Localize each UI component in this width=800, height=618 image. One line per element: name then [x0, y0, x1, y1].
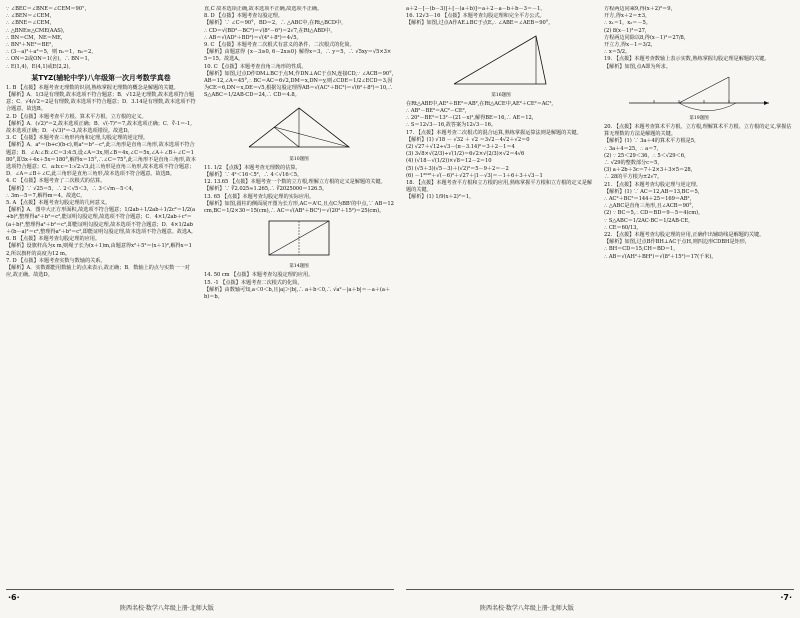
text-line: 6. B 【点拨】本题考查勾股定理的应用。 — [6, 236, 101, 243]
figure-q19 — [604, 73, 794, 122]
text-line: 【解析】(1) ∵ 3a＋4的算术平方根是5， — [604, 138, 700, 145]
triangle-height-icon — [446, 30, 556, 90]
text-line: ∴ S＝12√3－16,故答案为12√3－16。 — [406, 122, 497, 129]
text-line: 2. D 【点拨】本题考查平方根、算术平方根、立方根的定义。 — [6, 113, 147, 120]
number-line-icon — [624, 73, 774, 113]
text-line: ∴ x＝5/2。 — [604, 49, 631, 56]
text-line: ∴ △ABC是直角三角形,且∠ACB＝90°， — [604, 203, 697, 210]
text-line: 5. A 【点拨】本题考查勾股定理的几何意义。 — [6, 200, 111, 207]
text-line: 【解析】A．1/3是有理数,故本选项不符合题意；B．√12是无理数,故本选项符合题意；C．√4/√2＝2是有理数,故本选项不符合题意；D．3.14是有理数,故本选项不符合题意。故选B。 — [6, 92, 196, 113]
text-line: 3. C 【点拨】本题考查三角形内角和定理,勾股定理的逆定理。 — [6, 135, 149, 142]
text-line: ∴ AC²＋BC²＝144＋25＝169＝AB²， — [604, 196, 695, 203]
text-line: ∴ 20²－BE²＝13²－(21－x)²,解得BE＝16,∴ AE＝12, — [406, 115, 534, 122]
text-line: ∵ S△ABC＝1/2AC·BC＝1/2AB·CE， — [604, 217, 694, 224]
text-line: 【解析】(1) ∵ AC＝12,AB＝13,BC＝5， — [604, 188, 703, 195]
text-line: 【解析】∵ ∛2.025≈1.265,∴ ∛2025000＝126.5。 — [204, 186, 328, 193]
text-line: 【解析】如图,过点B作BH⊥AC于点H,则四边形CDBH是矩形， — [604, 239, 750, 246]
right-column-1 — [406, 6, 596, 586]
text-line: 【解析】A．a²＝(b+c)(b-c),则a²＝b²－c²,此三角形是直角三角形,故本选项不符合题意；B．∠A:∠B:∠C＝3:4:5,设∠A＝3x,则∠B＝4x,∠C＝5x,∠A＋∠B＋∠C＝180°,即3x＋4x＋5x＝180°,解得x＝15°,∴∠C＝75°,此三角形不是直角三角形,故本选项符合题意；C．a:b:c＝1:√2:√3,此三角形是直角三角形,故本选项不符合题意；D．∠A＝∠B＋∠C,此三角形是直角三角形,故本选项不符合题意。故选B。 — [6, 142, 196, 178]
text-line: 16. 12√3－16 【点拨】本题考查勾股定理和完全平方公式。 — [406, 13, 545, 20]
text-line: ∵ ∠BEC＝∠BNE＝∠CEM＝90°， — [6, 6, 90, 12]
text-line: 【解析】如图,点A即为所求。 — [604, 63, 671, 70]
section-title: 某TYZ(辅轮中学)八年级第一次月考数学真卷 — [31, 73, 171, 82]
text-line: (2) 8(x－1)³＝27， — [604, 27, 651, 34]
text-line: (3) a＋2b＋3c＝7＋2×3＋3×5＝28， — [604, 167, 696, 174]
text-line: 7. D 【点拨】本题考查实数与数轴的关系。 — [6, 257, 106, 264]
text-line: ∴ √29的整数部分c＝5， — [604, 160, 663, 167]
footer-rule — [406, 589, 794, 590]
text-line: ∴ x₁＝1，x₂＝－5。 — [604, 20, 651, 27]
text-line: 21. 【点拨】本题考查勾股定理与逆定理。 — [604, 181, 702, 188]
text-line: (2) ∵ 25＜29＜36，∴ 5＜√29＜6， — [604, 152, 690, 159]
text-line: 11. 1/2 【点拨】本题考查无理数的估算。 — [204, 164, 301, 171]
text-line: ∴ BH＝CD＝15,CH＝BD＝1， — [604, 246, 679, 253]
text-line: 9. C 【点拨】本题考查二次根式有意义的条件、二次根式的化简。 — [204, 42, 355, 49]
page-number: ·6· — [8, 593, 20, 602]
text-line: ∴ ∠BNE＝∠CEM， — [6, 20, 55, 27]
text-line: (3) 3√8×√(2/3)÷√(1/2)＝6√2×√(2/3)×√2＝4√6 — [406, 151, 525, 158]
figure-caption: 第19题图 — [689, 116, 709, 122]
text-line: ∴ AB＝√(AD²＋BD²)＝√(4²＋8²)＝4√5。 — [204, 34, 302, 41]
text-line: ∴ E(1,4)，E(4,1)或E(2,2)。 — [6, 63, 74, 70]
text-line: 17. 【点拨】本题考查二次根式的混合运算,熟练掌握运算法则是解题的关键。 — [406, 129, 582, 136]
text-line: 【解析】∵ ∠C＝90°，BD＝2，∴ △ABC中,在Rt△BCD中， — [204, 20, 347, 27]
text-line: 14. 50 cm 【点拨】本题考查勾股定理的应用。 — [204, 272, 314, 279]
text-line: 方程两边同乘9,得(x＋2)²＝9， — [604, 6, 676, 12]
text-line: (4) (√18－√(1/2))×√8＝12－2＝10 — [406, 158, 492, 165]
text-line: 4. C 【点拨】本题考查了二次根式的估算。 — [6, 178, 106, 185]
text-line: 【解析】由数轴可知,a＜0＜b,且|a|＞|b|,∴ a＋b＜0,∴ √a²－|a＋b|＝－a＋(a＋b)＝b。 — [204, 286, 391, 301]
figure-caption: 第14题图 — [289, 264, 309, 270]
text-line: 【解析】∵ 4²＜16＜5²，∴ 4＜√16＜5。 — [204, 172, 303, 179]
figure-q10 — [204, 102, 394, 163]
text-line: 1. B 【点拨】本题考查无理数的识别,熟练掌握无理数的概念是解题的关键。 — [6, 84, 179, 91]
text-line: ∴ ON＝2或ON＝1(舍)，∴ BN＝1， — [6, 56, 93, 63]
figure-caption: 第16题图 — [491, 92, 511, 98]
left-column-1 — [6, 6, 196, 586]
text-line: ∴ 3m－5＝7,解得m＝4。故选C。 — [6, 192, 86, 199]
text-line: 18. 【点拨】本题考查平方根和立方根的应用,熟练掌握平方根和立方根的定义是解题的关键。 — [406, 180, 592, 194]
text-line: 19. 【点拨】本题考查数轴上表示实数,熟练掌握勾股定理是解题的关键。 — [604, 56, 770, 63]
text-line: 8. D 【点拨】本题考查勾股定理。 — [204, 13, 283, 20]
figure-q16 — [406, 30, 596, 99]
figure-caption: 第10题图 — [289, 156, 309, 162]
page-number: ·7· — [780, 593, 792, 602]
text-line: 10. C 【点拨】本题考查直角三角形的性质。 — [204, 63, 307, 70]
text-line: 【解析】A．实数都能用数轴上的点来表示,故正确；B．数轴上的点与实数一一对应,故正确。故选D。 — [6, 264, 190, 279]
text-line: (6) －1²⁰¹⁸＋√(－6)²＋√27＋|1－√3|＝－1＋6＋3＋√3－1 — [406, 172, 543, 179]
text-line: 13. 65 【点拨】本题考查勾股定理的实际应用。 — [204, 193, 315, 200]
text-line: 方程两边同除以8,得(x－1)³＝27/8， — [604, 34, 689, 41]
text-line: 在Rt△ABE中,AE²＋BE²＝AB²,在Rt△ACE中,AE²＋CE²＝AC², — [406, 100, 553, 107]
figure-q14 — [204, 217, 394, 270]
text-line: 开方,得x＋2＝±3， — [604, 13, 651, 20]
triangle-figure-icon — [239, 102, 359, 154]
text-line: 【解析】由题意得 {x－3≥0, 6－2x≥0} 解得x＝3，∴ y＝5，∴ √5xy＝√5×3×5＝15。故选A。 — [204, 49, 392, 63]
text-line: 22. 【点拨】本题考查勾股定理的应用,正确作出辅助线是解题的关键。 — [604, 232, 765, 239]
text-line: 【解析】如图,过点D作DM⊥BC于点M,作DN⊥AC于点N,连接CD,∵ ∠ACB＝90°,AB＝12,∠A＝45°,∴ BC＝AC＝6√2,DM＝x,DN＝y,则∠CDE＝1/2∠ECD＝3,因为CE＝6,DN＝x,DE＝√5,根据勾股定理得AB＝√(AC²＋BC²)＝√(6²＋8²)＝10,∴ S△ABC＝1/2AB·CD＝24,∴ CD＝4.8。 — [204, 70, 394, 99]
right-column-2 — [604, 6, 794, 586]
text-line: 直,C 故本选项正确,故本选项不正确,故选项不正确。 — [204, 6, 323, 12]
text-line: 【解析】设旗杆高为x m,则绳子长为(x＋1)m,由题意得x²＋5²＝(x＋1)²,解得x＝12,所以旗杆的高度为12 m。 — [6, 243, 192, 257]
text-line: 【解析】(1) 1/9(x＋2)²＝1， — [406, 194, 475, 201]
text-line: 15. -1 【点拨】本题考查二次根式的化简。 — [204, 279, 303, 286]
page-footer: 陕西名校·数学八年级上册·北师大版 — [120, 605, 214, 612]
page-footer: 陕西名校·数学八年级上册·北师大版 — [480, 605, 574, 612]
text-line: 【解析】A．图中大正方形面积,故选项不符合题意；1/2ab＋1/2ab＋1/2c²＝1/2(a+b)²,整理得a²＋b²＝c²,能证明勾股定理,故选项不符合题意；C．4×1/2ab＋c²＝(a＋b)²,整理得a²＋b²＝c²,即能证明勾股定理,故本选项不符合题意；D．4×1/2ab＋(b－a)²＝c²,整理得a²＋b²＝c²,即能证明勾股定理,故本选项不符合题意。故选A。 — [6, 207, 196, 235]
text-line: ∴ BN＝CM，NE＝ME， — [6, 34, 67, 41]
text-line: 【解析】如图,过点A作AE⊥BC于点E,∴ ∠ABE＝∠AEB＝90°。 — [406, 20, 554, 27]
text-line: ∴ 28的平方根为±2√7。 — [604, 174, 663, 181]
text-line: 【解析】(1) √18 － √32 ＋ √2 ＝3√2－4√2＋√2＝0 — [406, 136, 530, 143]
text-line: ∴ △BNE≌△CME(AAS)， — [6, 27, 68, 34]
text-line: 【解析】∵ √25＝5，∴ 2＜√5＜3，∴ 3＜√m－5＜4， — [6, 185, 137, 192]
text-line: 【解析】如图,圆柱的侧面展开图为长方形,AC＝A'C,且点C为BB'的中点,∵ AB＝12 cm,BC＝1/2×30＝15(cm),∴ AC＝√(AB²＋BC²)＝√(20²＋15²)＝25(cm)。 — [204, 200, 394, 215]
text-line: (5) (√5＋3)(√5－3)＋(√2)²＝5－9＋2＝－2 — [406, 165, 509, 172]
text-line: 20. 【点拨】本题考查算术平方根、立方根,理解算术平方根、立方根的定义,掌握估算无理数的方法是解题的关键。 — [604, 124, 792, 138]
right-page — [400, 0, 800, 618]
text-line: ∴ 3a＋4＝25，∴ a＝7， — [604, 145, 662, 152]
text-line: ∴ BN²＋NE²＝BE²， — [6, 42, 57, 49]
text-line: ∴ CD＝√(BD²－BC²)＝√(8²－6²)＝2√7,在Rt△ABD中， — [204, 27, 336, 34]
footer-rule — [6, 589, 394, 590]
text-line: 12. 13.65 【点拨】本题考查一个数的立方根,理解立方根的定义是解题的关键。 — [204, 179, 386, 186]
text-line: (2) √27＋√12÷√3－(π－3.14)⁰＝3＋2－1＝4 — [406, 144, 515, 151]
cylinder-unfold-icon — [254, 217, 344, 261]
text-line: ∴ CE＝60/13。 — [604, 224, 642, 231]
left-column-2 — [204, 6, 394, 586]
text-line: ∴ ∠BEN＝∠CEM， — [6, 13, 55, 20]
text-line: ∴ AB²－BE²＝AC²－CE²， — [406, 108, 470, 115]
text-line: ∴ AB＝√(AH²＋BH²)＝√(8²＋15²)＝17(千米)。 — [604, 253, 717, 260]
text-line: ∴ (3－a)²＋a²＝5，则 n₁＝1，n₂＝2， — [6, 49, 97, 56]
text-line: a＋2－[－(b－3)]＋[－(a＋b)]＝a＋2－a－b＋b－3＝－1。 — [406, 6, 546, 12]
text-line: (2) ∵ BC＝5,∴ CD＝BD＝9－5＝4(cm)， — [604, 210, 704, 217]
text-line: 【解析】A．(√2)²＝2,故本选项正确；B．√(-7)²＝7,故本选项正确；C．∛-1＝-1,故本选项正确；D．-(√3)²＝-3,故本选项错误。故选D。 — [6, 120, 192, 135]
text-line: 开立方,得x－1＝3/2， — [604, 42, 656, 49]
